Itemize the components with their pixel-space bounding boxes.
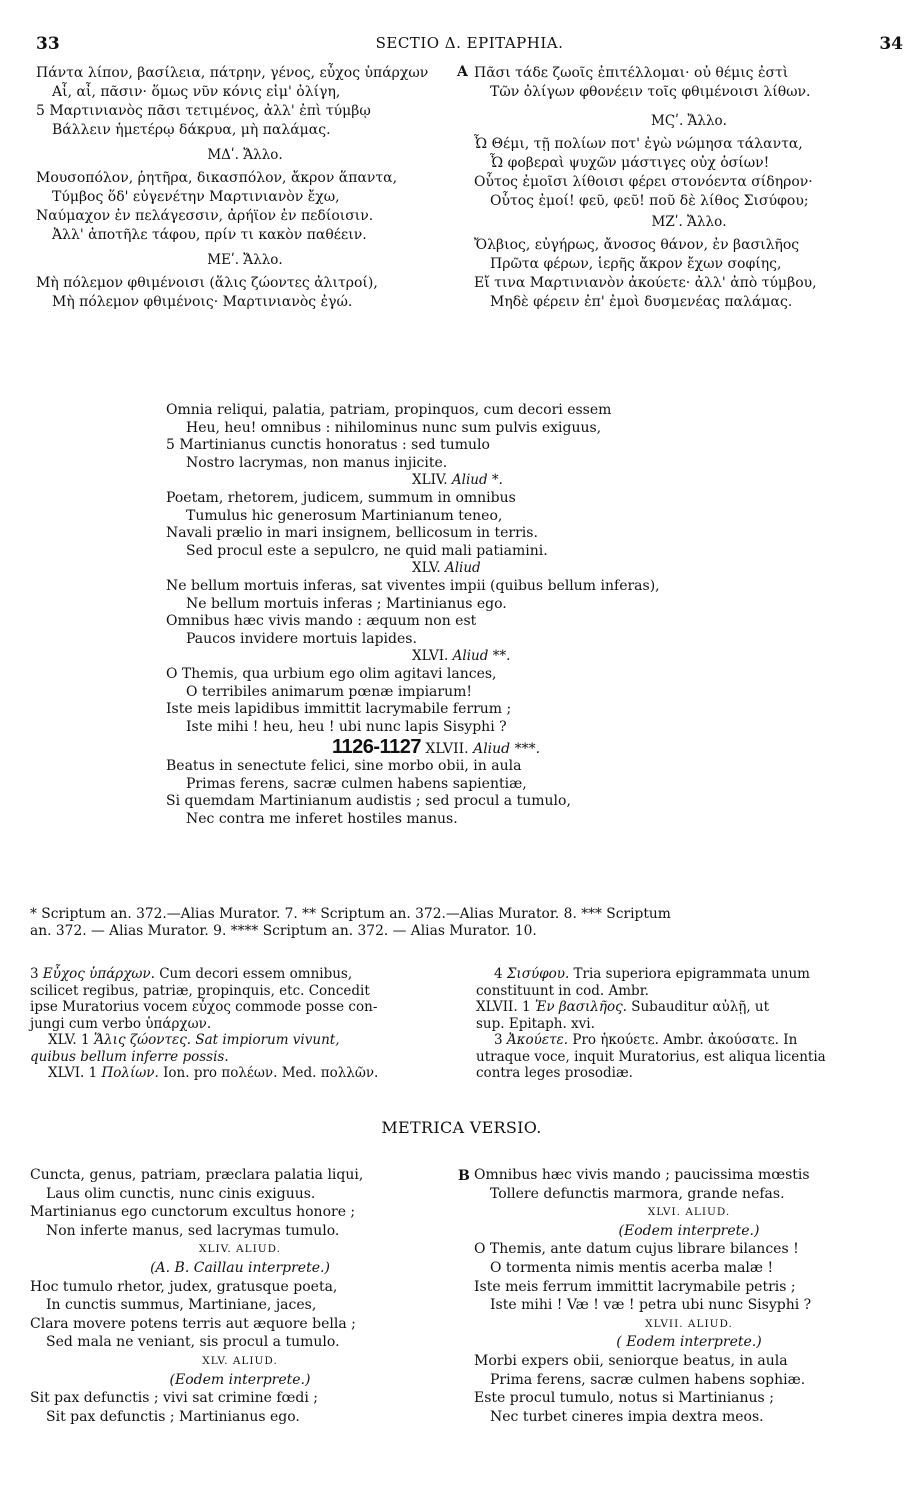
footnotes (30, 906, 671, 940)
greek-line: Τῶν ὀλίγων φθονέειν τοῖς φθιμένοισι λίθων. (490, 84, 811, 100)
latin-epigram-title: 1126-1127 XLVII. Aliud ***. (332, 736, 541, 759)
greek-line: Μὴ πόλεμον φθιμένοις· Μαρτινιανὸς ἐγώ. (52, 294, 353, 310)
epigram-title: ΜΕʹ. Ἄλλο. (207, 252, 283, 268)
footnote-line: * Scriptum an. 372.—Alias Murator. 7. ** Scriptum an. 372.—Alias Murator. 8. *** Scriptum (30, 906, 671, 922)
verse-line: Sed mala ne veniant, sis procul a tumulo. (46, 1334, 340, 1351)
notes-left (30, 966, 470, 1082)
latin-line: Ne bellum mortuis inferas, sat viventes impii (quibus bellum inferas), (166, 577, 660, 594)
latin-line: O Themis, qua urbium ego olim agitavi lances, (166, 665, 497, 682)
epigram-title: ΜΔʹ. Ἄλλο. (207, 147, 283, 163)
greek-line: Εἴ τινα Μαρτινιανὸν ἀκούετε· ἀλλ' ἀπὸ τύμβου, (474, 275, 817, 291)
latin-epigram-title: XLV. Aliud (412, 560, 481, 577)
verse-line: Nec turbet cineres impia dextra meos. (490, 1408, 764, 1425)
note-line: sup. Epitaph. xvi. (476, 1015, 595, 1032)
column-marker-b: B (458, 1168, 470, 1184)
latin-line: Si quemdam Martinianum audistis ; sed procul a tumulo, (166, 793, 571, 810)
note-line: 4 Σισύφου. Tria superiora epigrammata unum (494, 966, 810, 982)
column-marker-a: A (457, 64, 468, 80)
note-line: contra leges prosodiæ. (476, 1065, 633, 1081)
footnote-line: an. 372. — Alias Murator. 9. **** Scriptum an. 372. — Alias Murator. 10. (30, 923, 537, 939)
verse-epigram-title: XLIV. ALIUD. (199, 1243, 281, 1256)
column-number: 1126-1127 (332, 736, 421, 759)
page-number-right: 34 (879, 34, 903, 54)
note-line: XLVII. 1 Ἐν βασιλῆος. Subauditur αὐλῇ, ut (476, 999, 770, 1015)
latin-line: Primas ferens, sacræ culmen habens sapientiæ, (186, 775, 527, 792)
latin-epigram-title: XLVI. Aliud **. (412, 648, 511, 665)
latin-line: O terribiles animarum pœnæ impiarum! (186, 683, 473, 700)
note-line: utraque voce, inquit Muratorius, est aliqua licentia (476, 1048, 826, 1065)
verse-line: Sit pax defunctis ; Martinianus ego. (46, 1408, 300, 1425)
greek-line: Μὴ πόλεμον φθιμένοισι (ἅλις ζώοντες ἀλιτροί), (36, 275, 378, 291)
verse-epigram-title: XLVII. ALIUD. (645, 1317, 733, 1330)
verse-column-left (30, 1166, 450, 1426)
latin-line: Paucos invidere mortuis lapides. (186, 630, 417, 647)
greek-line: Οὗτος ἐμοῖσι λίθοισι φέρει στονόεντα σίδηρον· (474, 174, 813, 190)
note-line: quibus bellum inferre possis. (30, 1048, 229, 1065)
page-header (36, 34, 903, 56)
greek-line: Βάλλειν ἡμετέρῳ δάκρυα, μὴ παλάμας. (52, 122, 331, 138)
epigram-title: ΜΖʹ. Ἄλλο. (651, 214, 727, 230)
verse-line: Morbi expers obii, seniorque beatus, in aula (474, 1352, 788, 1369)
latin-line: Tumulus hic generosum Martinianum teneo, (186, 507, 503, 524)
verse-epigram-title: XLVI. ALIUD. (647, 1206, 731, 1219)
verse-line: Iste mihi ! Væ ! væ ! petra ubi nunc Sisyphi ? (490, 1297, 812, 1314)
verse-line: In cunctis summus, Martiniane, jaces, (46, 1297, 317, 1314)
latin-line: Nec contra me inferet hostiles manus. (186, 811, 458, 828)
section-title: SECTIO Δ. EPITAPHIA. (375, 34, 564, 52)
interpreter-credit: (A. B. Caillau interprete.) (150, 1259, 330, 1276)
note-line: XLV. 1 Ἅλις ζώοντες. Sat impiorum vivunt, (48, 1032, 340, 1048)
note-line: 3 Ἀκούετε. Pro ἠκούετε. Ambr. ἀκούσατε. In (494, 1032, 798, 1048)
greek-line: Πάντα λίπον, βασίλεια, πάτρην, γένος, εὖχος ὑπάρχων (36, 65, 429, 81)
interpreter-credit: (Eodem interprete.) (169, 1371, 311, 1388)
greek-column-right (474, 64, 904, 312)
greek-line: Ναύμαχον ἐν πελάγεσσιν, ἀρήϊον ἐν πεδίοισιν. (36, 208, 374, 224)
metrica-versio-heading: METRICA VERSIO. (381, 1118, 542, 1137)
verse-epigram-title: XLV. ALIUD. (202, 1354, 278, 1367)
note-line: 3 Εὖχος ὑπάρχων. Cum decori essem omnibus, (30, 966, 353, 982)
verse-column-right (474, 1166, 904, 1426)
verse-line: Tollere defunctis marmora, grande nefas. (490, 1185, 785, 1202)
note-line: jungi cum verbo ὑπάρχων. (30, 1015, 212, 1032)
greek-line: Αἶ, αἶ, πᾶσιν· ὅμως νῦν κόνις εἰμ' ὀλίγη, (52, 84, 341, 100)
interpreter-credit: (Eodem interprete.) (618, 1222, 760, 1239)
verse-line: Martinianus ego cunctorum excultus honore ; (30, 1204, 356, 1221)
verse-line: Laus olim cunctis, nunc cinis exiguus. (46, 1185, 316, 1202)
verse-line: O Themis, ante datum cujus librare bilances ! (474, 1241, 799, 1258)
latin-line: Beatus in senectute felici, sine morbo obii, in aula (166, 758, 522, 775)
latin-line: Poetam, rhetorem, judicem, summum in omnibus (166, 489, 516, 506)
verse-line: Omnibus hæc vivis mando ; paucissima mœstis (474, 1167, 810, 1183)
latin-line: Iste meis lapidibus immittit lacrymabile ferrum ; (166, 701, 512, 718)
greek-line: 5 Μαρτινιανὸς πᾶσι τετιμένος, ἀλλ' ἐπὶ τύμβῳ (36, 103, 371, 119)
verse-line: Sit pax defunctis ; vivi sat crimine fœdi ; (30, 1390, 318, 1407)
verse-line: O tormenta nimis mentis acerba malæ ! (490, 1259, 774, 1276)
latin-line: Heu, heu! omnibus : nihilominus nunc sum pulvis exiguus, (186, 419, 602, 436)
latin-line: Navali prælio in mari insignem, bellicosum in terris. (166, 525, 538, 542)
latin-line: Iste mihi ! heu, heu ! ubi nunc lapis Sisyphi ? (186, 718, 507, 735)
greek-line: Οὗτος ἐμοί! φεῦ, φεῦ! ποῦ δὲ λίθος Σισύφου; (490, 193, 809, 209)
greek-line: Τύμβος ὅδ' εὐγενέτην Μαρτινιανὸν ἔχω, (52, 189, 340, 205)
latin-line: Omnibus hæc vivis mando : æquum non est (166, 613, 477, 630)
latin-line: Sed procul este a sepulcro, ne quid mali patiamini. (186, 542, 548, 559)
verse-line: Este procul tumulo, notus si Martinianus ; (474, 1390, 774, 1407)
latin-line: Omnia reliqui, palatia, patriam, propinquos, cum decori essem (166, 402, 612, 418)
latin-line: Ne bellum mortuis inferas ; Martinianus ego. (186, 595, 507, 612)
greek-line: Πᾶσι τάδε ζωοῖς ἐπιτέλλομαι· οὐ θέμις ἐστὶ (474, 65, 789, 81)
note-line: constituunt in cod. Ambr. (476, 982, 649, 999)
greek-line: Μηδὲ φέρειν ἐπ' ἐμοὶ δυσμενέας παλάμας. (490, 294, 793, 310)
greek-column-left (36, 64, 454, 312)
greek-line: Ὄλβιος, εὐγήρως, ἄνοσος θάνον, ἐν βασιλῆος (474, 237, 800, 253)
latin-line: Nostro lacrymas, non manus injicite. (186, 454, 448, 471)
greek-line: Πρῶτα φέρων, ἱερῆς ἄκρον ἔχων σοφίης, (490, 256, 782, 272)
verse-line: Non inferte manus, sed lacrymas tumulo. (46, 1222, 340, 1239)
greek-line: Ὦ Θέμι, τῇ πολίων ποτ' ἐγὼ νώμησα τάλαντα, (474, 136, 803, 152)
greek-line: Ἀλλ' ἀποτῆλε τάφου, πρίν τι κακὸν παθέειν. (52, 227, 367, 243)
verse-line: Iste meis ferrum immittit lacrymabile petris ; (474, 1278, 796, 1295)
verse-line: Hoc tumulo rhetor, judex, gratusque poeta, (30, 1278, 338, 1295)
greek-line: Ὦ φοβεραὶ ψυχῶν μάστιγες οὐχ ὁσίων! (490, 155, 770, 171)
verse-line: Cuncta, genus, patriam, præclara palatia liqui, (30, 1167, 364, 1183)
interpreter-credit: ( Eodem interprete.) (616, 1334, 762, 1351)
latin-translation (166, 402, 766, 829)
greek-line: Μουσοπόλον, ῥητῆρα, δικασπόλον, ἄκρον ἅπαντα, (36, 170, 398, 186)
latin-epigram-title: XLIV. Aliud *. (412, 472, 503, 489)
verse-line: Clara movere potens terris aut æquore bella ; (30, 1315, 356, 1332)
note-line: XLVI. 1 Πολίων. Ion. pro πολέων. Med. πολλῶν. (48, 1065, 379, 1081)
note-line: scilicet regibus, patriæ, propinquis, etc. Concedit (30, 982, 370, 999)
notes-right (476, 966, 906, 1082)
verse-line: Prima ferens, sacræ culmen habens sophiæ. (490, 1371, 806, 1388)
page-number-left: 33 (36, 34, 60, 54)
epigram-title: ΜϚʹ. Ἄλλο. (651, 113, 727, 129)
note-line: ipse Muratorius vocem εὖχος commode posse con- (30, 999, 378, 1015)
latin-line: 5 Martinianus cunctis honoratus : sed tumulo (166, 437, 490, 454)
